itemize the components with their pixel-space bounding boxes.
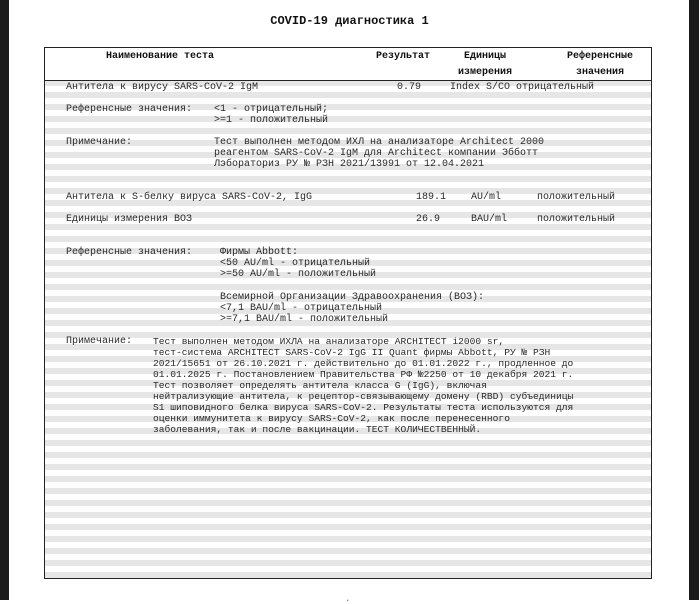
igg-note-line: 01.01.2025 г. Постановлением Правительства РФ №2250 от 10 декабря 2021 г. bbox=[153, 369, 574, 380]
igm-ref-label: Референсные значения: bbox=[66, 104, 193, 115]
igm-note-line: реагентом SARS-CoV-2 IgM для Architect компании Эбботт bbox=[214, 148, 539, 159]
header-units-line2: измерения bbox=[457, 67, 512, 78]
page-footer-mark: . bbox=[345, 594, 351, 604]
igm-ref-line: <1 - отрицательный; bbox=[214, 104, 329, 115]
abbott-ref-line: >=50 AU/ml - положительный bbox=[220, 269, 377, 280]
igm-note-label: Примечание: bbox=[66, 137, 133, 148]
abbott-title: Фирмы Abbott: bbox=[220, 247, 299, 258]
who-ref-line: >=7,1 BAU/ml - положительный bbox=[220, 314, 389, 325]
who-ref-title: Всемирной Организации Здравоохранения (ВОЗ): bbox=[220, 292, 485, 303]
igm-ref-line: >=1 - положительный bbox=[214, 115, 329, 126]
header-units-line1: Единицы bbox=[463, 51, 506, 62]
igg-note-line: тест-система ARCHITECT SARS-CoV-2 IgG II Quant фирмы Abbott, РУ № РЗН bbox=[153, 347, 551, 358]
igm-result: 0.79 bbox=[397, 82, 422, 93]
igg-note-line: 2021/15651 от 26.10.2021 г. действительно до 01.01.2022 г., продленное до bbox=[153, 358, 574, 369]
igm-note-line: Тест выполнен методом ИХЛ на анализаторе Architect 2000 bbox=[214, 137, 545, 148]
header-ref-line1: Референсные bbox=[566, 51, 633, 62]
igg-note-label: Примечание: bbox=[66, 336, 133, 347]
who-units: BAU/ml bbox=[471, 214, 508, 225]
table-header bbox=[45, 48, 651, 81]
header-ref-line2: значения bbox=[575, 67, 624, 78]
page-title: COVID-19 диагностика 1 bbox=[270, 14, 429, 28]
who-ref-line: <7,1 BAU/ml - отрицательный bbox=[220, 303, 383, 314]
igg-result: 189.1 bbox=[416, 192, 447, 203]
who-test-name: Единицы измерения ВОЗ bbox=[66, 214, 193, 225]
igg-note-line: заболевания, так и после вакцинации. ТЕСТ КОЛИЧЕСТВЕННЫЙ. bbox=[153, 424, 482, 435]
igg-note-line: оценки иммунитета к вирусу SARS-CoV-2, как после перенесенного bbox=[153, 413, 510, 424]
igg-ref-label: Референсные значения: bbox=[66, 247, 193, 258]
igg-note-line: нейтрализующие антитела, к рецептор-связывающему домену (RBD) субъединицы bbox=[153, 391, 574, 402]
header-test-name: Наименование теста bbox=[105, 51, 215, 62]
right-dark-border bbox=[689, 0, 699, 600]
results-table bbox=[44, 47, 652, 579]
who-ref: положительный bbox=[537, 214, 616, 225]
header-result: Результат bbox=[375, 51, 430, 62]
igg-test-name: Антитела к S-белку вируса SARS-CoV-2, IgG bbox=[66, 192, 313, 203]
abbott-ref-line: <50 AU/ml - отрицательный bbox=[220, 258, 371, 269]
igg-note-line: S1 шиповидного белка вируса SARS-CoV-2. Результаты теста используются для bbox=[153, 402, 574, 413]
igg-note-line: Тест позволяет определять антитела класса G (IgG), включая bbox=[153, 380, 487, 391]
igg-note-line: Тест выполнен методом ИХЛА на анализаторе ARCHITECT i2000 sr, bbox=[153, 336, 505, 347]
left-dark-border bbox=[0, 0, 9, 600]
igm-test-name: Антитела к вирусу SARS-CoV-2 IgM bbox=[66, 82, 259, 93]
igm-units-ref: Index S/CO отрицательный bbox=[450, 82, 595, 93]
igg-units: AU/ml bbox=[471, 192, 502, 203]
who-result: 26.9 bbox=[416, 214, 441, 225]
igm-note-line: Лэбораториз РУ № РЗН 2021/13991 от 12.04.2021 bbox=[214, 159, 485, 170]
igg-ref: положительный bbox=[537, 192, 616, 203]
